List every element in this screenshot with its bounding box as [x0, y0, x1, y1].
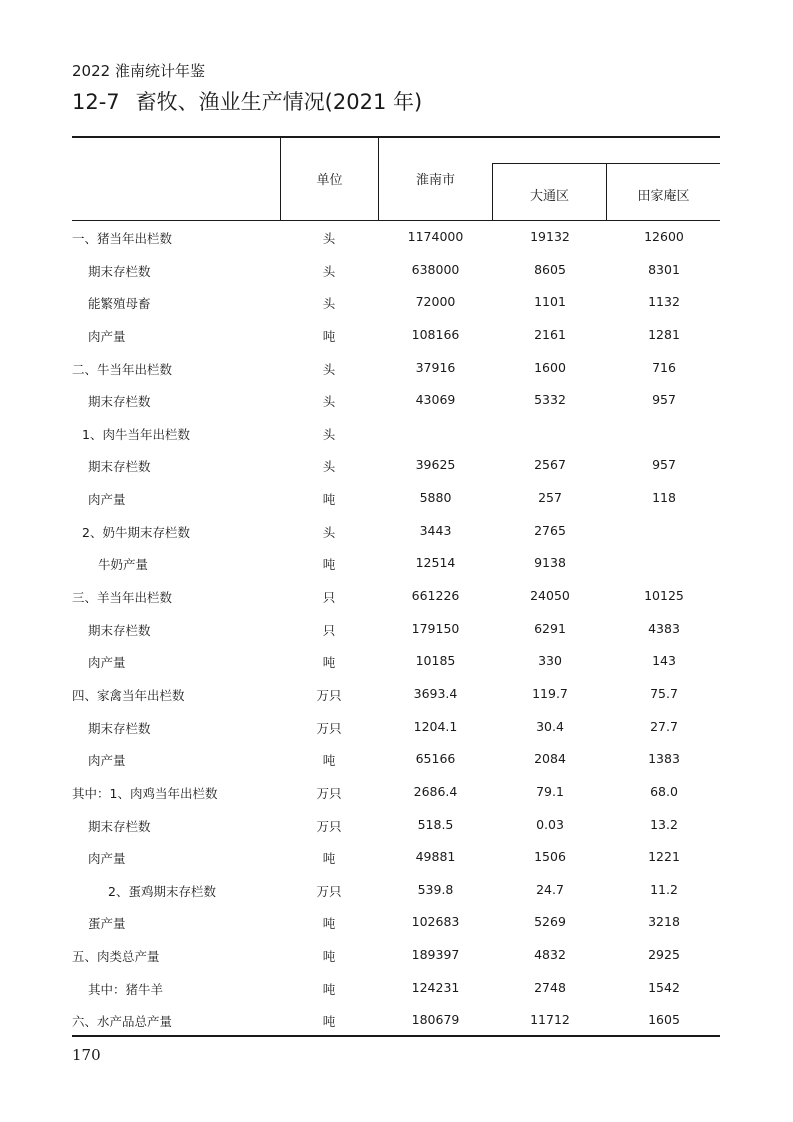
- tianjiaan-value: 118: [652, 490, 676, 506]
- unit-cell: 头: [322, 296, 336, 312]
- huainan-value: 39625: [415, 457, 456, 473]
- datong-value: 5332: [534, 392, 566, 408]
- datong-value: 0.03: [536, 816, 564, 832]
- unit-cell: 吨: [322, 557, 336, 573]
- tianjiaan-value: 4383: [648, 620, 680, 636]
- row-label: 期末存栏数: [88, 622, 151, 638]
- huainan-value: 539.8: [417, 881, 454, 897]
- row-label: 期末存栏数: [88, 818, 151, 834]
- tianjiaan-value: 10125: [644, 588, 684, 604]
- datong-value: 2161: [534, 326, 566, 342]
- table-title-text: 畜牧、渔业生产情况(2021 年): [135, 90, 423, 114]
- datong-value: 2765: [534, 522, 566, 538]
- table-row: [72, 678, 720, 711]
- tianjiaan-value: 1132: [648, 294, 680, 310]
- tianjiaan-value: 716: [652, 359, 676, 375]
- huainan-value: 3443: [419, 522, 452, 538]
- datong-value: 79.1: [536, 783, 564, 799]
- table-row: [72, 254, 720, 287]
- datong-value: 30.4: [536, 718, 564, 734]
- datong-value: 2084: [534, 751, 566, 767]
- datong-value: 19132: [530, 229, 570, 244]
- unit-cell: 吨: [322, 1014, 336, 1030]
- unit-cell: 吨: [322, 949, 336, 965]
- tianjiaan-value: 1542: [648, 979, 680, 995]
- unit-cell: 只: [322, 622, 336, 638]
- unit-cell: 吨: [322, 981, 336, 997]
- row-label: 其中：猪牛羊: [88, 981, 164, 997]
- tianjiaan-value: 1383: [648, 751, 680, 767]
- huainan-value: 518.5: [417, 816, 454, 832]
- unit-cell: 吨: [322, 851, 336, 867]
- table-row: [72, 417, 720, 450]
- table-row: [72, 449, 720, 482]
- row-label: 牛奶产量: [98, 557, 149, 573]
- tianjiaan-value: 11.2: [650, 881, 678, 897]
- unit-cell: 万只: [316, 720, 342, 736]
- unit-cell: 头: [322, 361, 336, 377]
- tianjiaan-value: 8301: [648, 261, 680, 277]
- huainan-value: 1174000: [407, 229, 464, 244]
- header-datong: 大通区: [529, 189, 569, 204]
- huainan-value: 180679: [411, 1012, 460, 1028]
- unit-cell: 吨: [322, 328, 336, 344]
- huainan-value: 638000: [411, 261, 460, 277]
- huainan-value: 12514: [415, 555, 456, 571]
- huainan-value: 37916: [415, 359, 456, 375]
- table-row: [72, 841, 720, 874]
- unit-cell: 吨: [322, 492, 336, 508]
- row-label: 1、肉牛当年出栏数: [82, 426, 190, 442]
- huainan-value: 72000: [415, 294, 456, 310]
- tianjiaan-value: 2925: [648, 947, 680, 963]
- row-label: 肉产量: [88, 492, 126, 508]
- row-label: 其中：1、肉鸡当年出栏数: [72, 785, 218, 801]
- datong-value: 119.7: [532, 685, 568, 701]
- tianjiaan-value: 1281: [648, 326, 680, 342]
- table-row: [72, 776, 720, 809]
- unit-cell: 头: [322, 394, 336, 410]
- unit-cell: 万只: [316, 883, 342, 899]
- datong-value: 1101: [534, 294, 566, 310]
- row-label: 肉产量: [88, 851, 126, 867]
- datong-value: 5269: [534, 914, 566, 930]
- table-top-rule: [72, 136, 720, 138]
- row-label: 期末存栏数: [88, 263, 151, 279]
- datong-value: 24.7: [536, 881, 564, 897]
- tianjiaan-value: 13.2: [650, 816, 678, 832]
- unit-cell: 吨: [322, 753, 336, 769]
- tianjiaan-value: 1221: [648, 849, 680, 865]
- row-label: 六、水产品总产量: [72, 1014, 173, 1030]
- row-label: 2、蛋鸡期末存栏数: [108, 883, 216, 899]
- table-row: [72, 384, 720, 417]
- datong-value: 9138: [534, 555, 566, 571]
- table-row: [72, 939, 720, 972]
- table-row: [72, 286, 720, 319]
- unit-cell: 头: [322, 231, 336, 246]
- table-row: [72, 547, 720, 580]
- unit-cell: 头: [322, 524, 336, 540]
- unit-cell: 头: [322, 263, 336, 279]
- datong-value: 6291: [534, 620, 566, 636]
- unit-cell: 吨: [322, 916, 336, 932]
- row-label: 肉产量: [88, 655, 126, 671]
- table-row: [72, 1004, 720, 1037]
- table-title: [72, 86, 422, 116]
- unit-cell: 头: [322, 426, 336, 442]
- datong-value: 11712: [530, 1012, 570, 1028]
- table-row: [72, 352, 720, 385]
- tianjiaan-value: 27.7: [650, 718, 678, 734]
- table-number: 12-7: [72, 90, 120, 114]
- row-label: 四、家禽当年出栏数: [72, 687, 185, 703]
- huainan-value: 124231: [411, 979, 460, 995]
- huainan-value: 3693.4: [413, 685, 458, 701]
- table-row: [72, 809, 720, 842]
- unit-cell: 头: [322, 459, 336, 475]
- tianjiaan-value: 143: [652, 653, 676, 669]
- datong-value: 257: [538, 490, 562, 506]
- huainan-value: 43069: [415, 392, 456, 408]
- row-label: 一、猪当年出栏数: [72, 231, 173, 246]
- datong-value: 330: [538, 653, 562, 669]
- datong-value: 8605: [534, 261, 566, 277]
- datong-value: 24050: [530, 588, 570, 604]
- tianjiaan-value: 957: [652, 392, 676, 408]
- tianjiaan-value: 1605: [648, 1012, 680, 1028]
- table-row: [72, 645, 720, 678]
- row-label: 五、肉类总产量: [72, 949, 160, 965]
- table-row: [72, 221, 720, 254]
- table-row: [72, 613, 720, 646]
- table-row: [72, 906, 720, 939]
- tianjiaan-value: 12600: [644, 229, 684, 244]
- row-label: 能繁殖母畜: [88, 296, 151, 312]
- datong-value: 1600: [534, 359, 566, 375]
- row-label: 三、羊当年出栏数: [72, 590, 173, 606]
- huainan-value: 2686.4: [413, 783, 458, 799]
- header-huainan: 淮南市: [415, 173, 455, 188]
- tianjiaan-value: 68.0: [650, 783, 678, 799]
- datong-value: 1506: [534, 849, 566, 865]
- tianjiaan-value: 3218: [648, 914, 680, 930]
- row-label: 二、牛当年出栏数: [72, 361, 173, 377]
- row-label: 期末存栏数: [88, 459, 151, 475]
- unit-cell: 万只: [316, 687, 342, 703]
- datong-value: 2748: [534, 979, 566, 995]
- table-row: [72, 482, 720, 515]
- table-row: [72, 874, 720, 907]
- table-row: [72, 580, 720, 613]
- table-row: [72, 743, 720, 776]
- tianjiaan-value: 957: [652, 457, 676, 473]
- tianjiaan-value: 75.7: [650, 685, 678, 701]
- table-row: [72, 711, 720, 744]
- header-unit: 单位: [316, 173, 343, 188]
- row-label: 期末存栏数: [88, 394, 151, 410]
- table-row: [72, 319, 720, 352]
- huainan-value: 108166: [411, 326, 460, 342]
- huainan-value: 1204.1: [413, 718, 458, 734]
- huainan-value: 179150: [411, 620, 460, 636]
- unit-cell: 万只: [316, 818, 342, 834]
- huainan-value: 661226: [411, 588, 460, 604]
- row-label: 肉产量: [88, 328, 126, 344]
- book-title: 2022 淮南统计年鉴: [72, 62, 205, 80]
- datong-value: 2567: [534, 457, 566, 473]
- row-label: 肉产量: [88, 753, 126, 769]
- table-row: [72, 515, 720, 548]
- huainan-value: 102683: [411, 914, 460, 930]
- row-label: 期末存栏数: [88, 720, 151, 736]
- unit-cell: 吨: [322, 655, 336, 671]
- table-row: [72, 972, 720, 1005]
- unit-cell: 万只: [316, 785, 342, 801]
- huainan-value: 10185: [415, 653, 456, 669]
- row-label: 2、奶牛期末存栏数: [82, 524, 190, 540]
- table-body: [72, 221, 720, 1037]
- unit-cell: 只: [322, 590, 336, 606]
- datong-value: 4832: [534, 947, 566, 963]
- header-tianjiaan: 田家庵区: [637, 189, 690, 204]
- huainan-value: 49881: [415, 849, 456, 865]
- huainan-value: 65166: [415, 751, 456, 767]
- huainan-value: 189397: [411, 947, 460, 963]
- row-label: 蛋产量: [88, 916, 126, 932]
- huainan-value: 5880: [419, 490, 452, 506]
- page-number: 170: [72, 1046, 101, 1064]
